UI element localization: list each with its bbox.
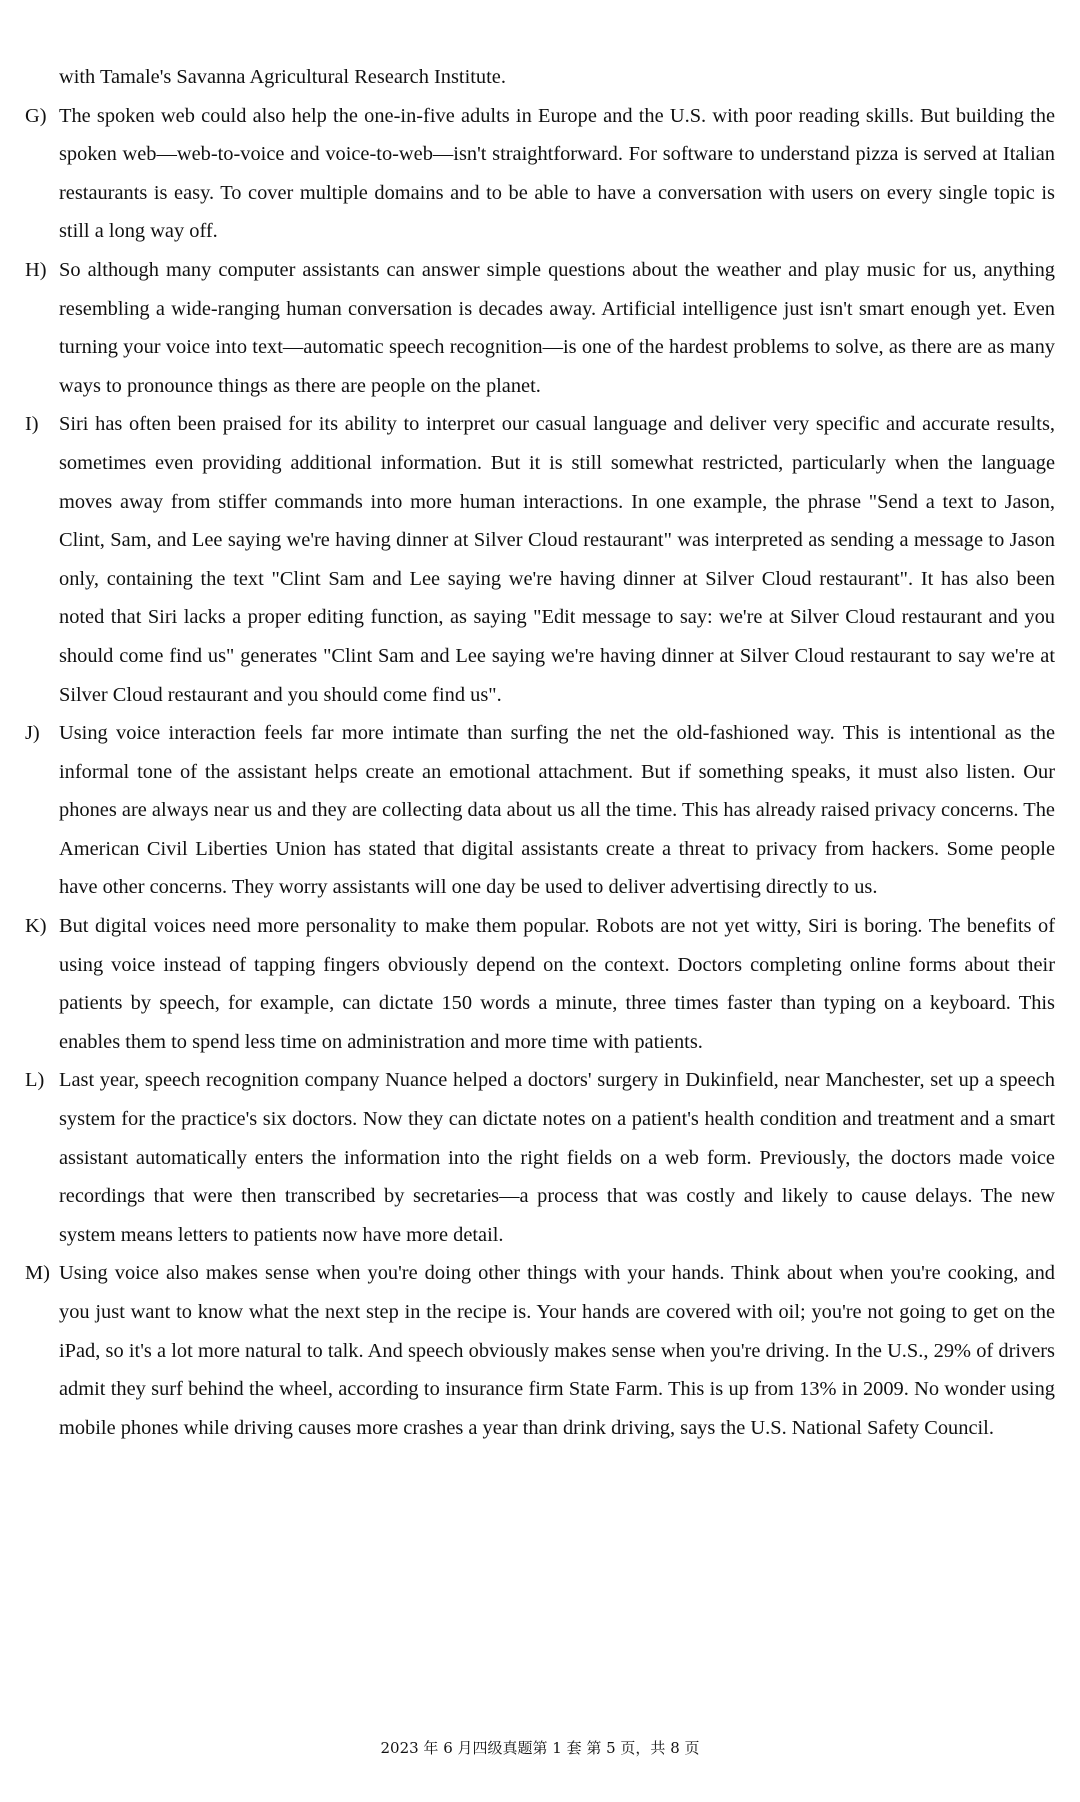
- paragraph-l: [25, 1061, 1055, 1254]
- paragraph-h: [25, 251, 1055, 405]
- page-footer: 2023 年 6 月四级真题第 1 套 第 5 页，共 8 页: [380, 1739, 700, 1757]
- paragraph-text: with Tamale's Savanna Agricultural Research Institute.: [59, 66, 506, 88]
- paragraph-text: Siri has often been praised for its ability to interpret our casual language and deliver very specific and accurate results, sometimes even providing additional information. But it is still somewhat restricted, particularly when the language moves away from stiffer commands into more human interactions. In one example, the phrase "Send a text to Jason, Clint, Sam, and Lee saying we're having dinner at Silver Cloud restaurant" was interpreted as sending a message to Jason only, containing the text "Clint Sam and Lee saying we're having dinner at Silver Cloud restaurant". It has also been noted that Siri lacks a proper editing function, as saying "Edit message to say: we're at Silver Cloud restaurant and you should come find us" generates "Clint Sam and Lee saying we're having dinner at Silver Cloud restaurant to say we're at Silver Cloud restaurant and you should come find us".: [59, 413, 1055, 706]
- paragraph-j: [25, 714, 1055, 907]
- paragraph-text: The spoken web could also help the one-in-five adults in Europe and the U.S. with poor reading skills. But building the spoken web—web-to-voice and voice-to-web—isn't straightforward. For software to understand pizza is served at Italian restaurants is easy. To cover multiple domains and to be able to have a conversation with users on every single topic is still a long way off.: [59, 104, 1055, 243]
- paragraph-label: G): [25, 104, 47, 127]
- paragraph-k: [25, 907, 1055, 1061]
- paragraph-g: [25, 97, 1055, 251]
- paragraph-label: H): [25, 258, 47, 281]
- paragraph-continued: [25, 58, 1055, 97]
- paragraph-text: But digital voices need more personality to make them popular. Robots are not yet witty, Siri is boring. The benefits of using voice instead of tapping fingers obviously depend on the context. Doctors completing online forms about their patients by speech, for example, can dictate 150 words a minute, three times faster than typing on a keyboard. This enables them to spend less time on administration and more time with patients.: [59, 915, 1055, 1053]
- paragraph-i: [25, 405, 1055, 714]
- paragraph-m: [25, 1254, 1055, 1447]
- paragraph-label: I): [25, 413, 39, 436]
- paragraph-label: M): [25, 1262, 50, 1285]
- paragraph-label: L): [25, 1069, 45, 1092]
- paragraph-text: Using voice also makes sense when you're doing other things with your hands. Think about when you're cooking, and you just want to know what the next step in the recipe is. Your hands are covered with oil; you're not going to get on the iPad, so it's a lot more natural to talk. And speech obviously makes sense when you're driving. In the U.S., 29% of drivers admit they surf behind the wheel, according to insurance firm State Farm. This is up from 13% in 2009. No wonder using mobile phones while driving causes more crashes a year than drink driving, says the U.S. National Safety Council.: [59, 1262, 1055, 1439]
- paragraph-text: Last year, speech recognition company Nuance helped a doctors' surgery in Dukinfield, near Manchester, set up a speech system for the practice's six doctors. Now they can dictate notes on a patient's health condition and treatment and a smart assistant automatically enters the information into the right fields on a web form. Previously, the doctors made voice recordings that were then transcribed by secretaries—a process that was costly and likely to cause delays. The new system means letters to patients now have more detail.: [59, 1069, 1055, 1246]
- paragraph-text: So although many computer assistants can answer simple questions about the weather and play music for us, anything resembling a wide-ranging human conversation is decades away. Artificial intelligence just isn't smart enough yet. Even turning your voice into text—automatic speech recognition—is one of the hardest problems to solve, as there are as many ways to pronounce things as there are people on the planet.: [59, 258, 1055, 397]
- paragraph-label: K): [25, 915, 47, 938]
- paragraph-label: J): [25, 722, 40, 745]
- document-body: [25, 58, 1055, 1447]
- paragraph-text: Using voice interaction feels far more intimate than surfing the net the old-fashioned way. This is intentional as the informal tone of the assistant helps create an emotional attachment. But if something speaks, it must also listen. Our phones are always near us and they are collecting data about us all the time. This has already raised privacy concerns. The American Civil Liberties Union has stated that digital assistants create a threat to privacy from hackers. Some people have other concerns. They worry assistants will one day be used to deliver advertising directly to us.: [59, 722, 1055, 899]
